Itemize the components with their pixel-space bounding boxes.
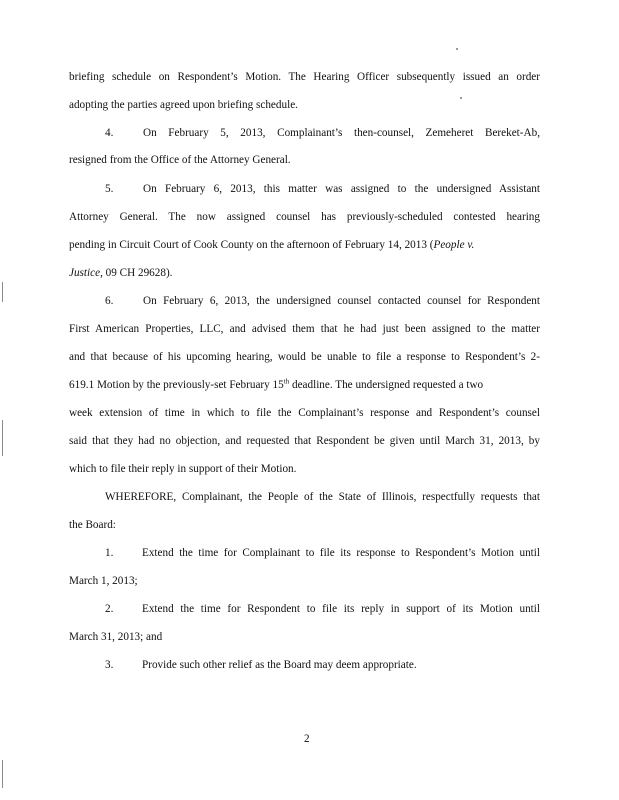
body-text: deadline. The undersigned requested a two <box>289 379 484 391</box>
body-line: On February 5, 2013, Complainant’s then-counsel, Zemeheret Bereket-Ab, <box>143 127 540 139</box>
paragraph-number: 5. <box>105 183 114 195</box>
scan-speck <box>460 97 462 99</box>
request-line: Extend the time for Respondent to file its reply in support of its Motion until <box>142 603 540 615</box>
scan-speck <box>456 48 458 50</box>
body-line: and that because of his upcoming hearing, would be unable to file a response to Respondent’s 2- <box>69 351 540 363</box>
paragraph-number: 4. <box>105 127 114 139</box>
body-line: which to file their reply in support of their Motion. <box>69 463 297 475</box>
case-citation: Justice <box>69 267 101 279</box>
paragraph-number: 6. <box>105 295 114 307</box>
body-line <box>69 238 540 252</box>
request-number: 3. <box>105 659 114 671</box>
case-citation: People v. <box>433 239 475 251</box>
scan-edge-mark <box>2 282 3 302</box>
body-line: On February 6, 2013, the undersigned counsel contacted counsel for Respondent <box>143 295 540 307</box>
body-line: adopting the parties agreed upon briefing schedule. <box>69 99 298 111</box>
request-line: March 1, 2013; <box>69 575 138 587</box>
body-line: resigned from the Office of the Attorney General. <box>69 154 291 166</box>
request-number: 2. <box>105 603 114 615</box>
body-text: pending in Circuit Court of Cook County on the afternoon of February 14, 2013 ( <box>69 239 434 251</box>
body-line: On February 6, 2013, this matter was assigned to the undersigned Assistant <box>143 183 540 195</box>
ordinal-suffix: th <box>283 377 290 386</box>
scan-edge-mark <box>2 760 3 788</box>
body-line: the Board: <box>69 519 116 531</box>
body-text: , 09 CH 29628). <box>100 267 173 279</box>
request-line: Extend the time for Complainant to file its response to Respondent’s Motion until <box>142 547 540 559</box>
body-line: WHEREFORE, Complainant, the People of the State of Illinois, respectfully requests that <box>105 491 540 503</box>
body-line: First American Properties, LLC, and advised them that he had just been assigned to the matter <box>69 323 540 335</box>
request-line: March 31, 2013; and <box>69 631 163 643</box>
body-line <box>69 266 172 280</box>
body-line: Attorney General. The now assigned counsel has previously-scheduled contested hearing <box>69 211 540 223</box>
body-line: said that they had no objection, and requested that Respondent be given until March 31, 2013, by <box>69 435 540 447</box>
scan-edge-mark <box>2 420 3 456</box>
body-line: briefing schedule on Respondent’s Motion. The Hearing Officer subsequently issued an order <box>69 71 540 83</box>
body-line: week extension of time in which to file the Complainant’s response and Respondent’s counsel <box>69 407 540 419</box>
body-text: 619.1 Motion by the previously-set February 15 <box>69 379 284 391</box>
request-line: Provide such other relief as the Board may deem appropriate. <box>142 659 417 671</box>
request-number: 1. <box>105 547 114 559</box>
page-number: 2 <box>304 733 310 745</box>
body-line <box>69 378 483 392</box>
